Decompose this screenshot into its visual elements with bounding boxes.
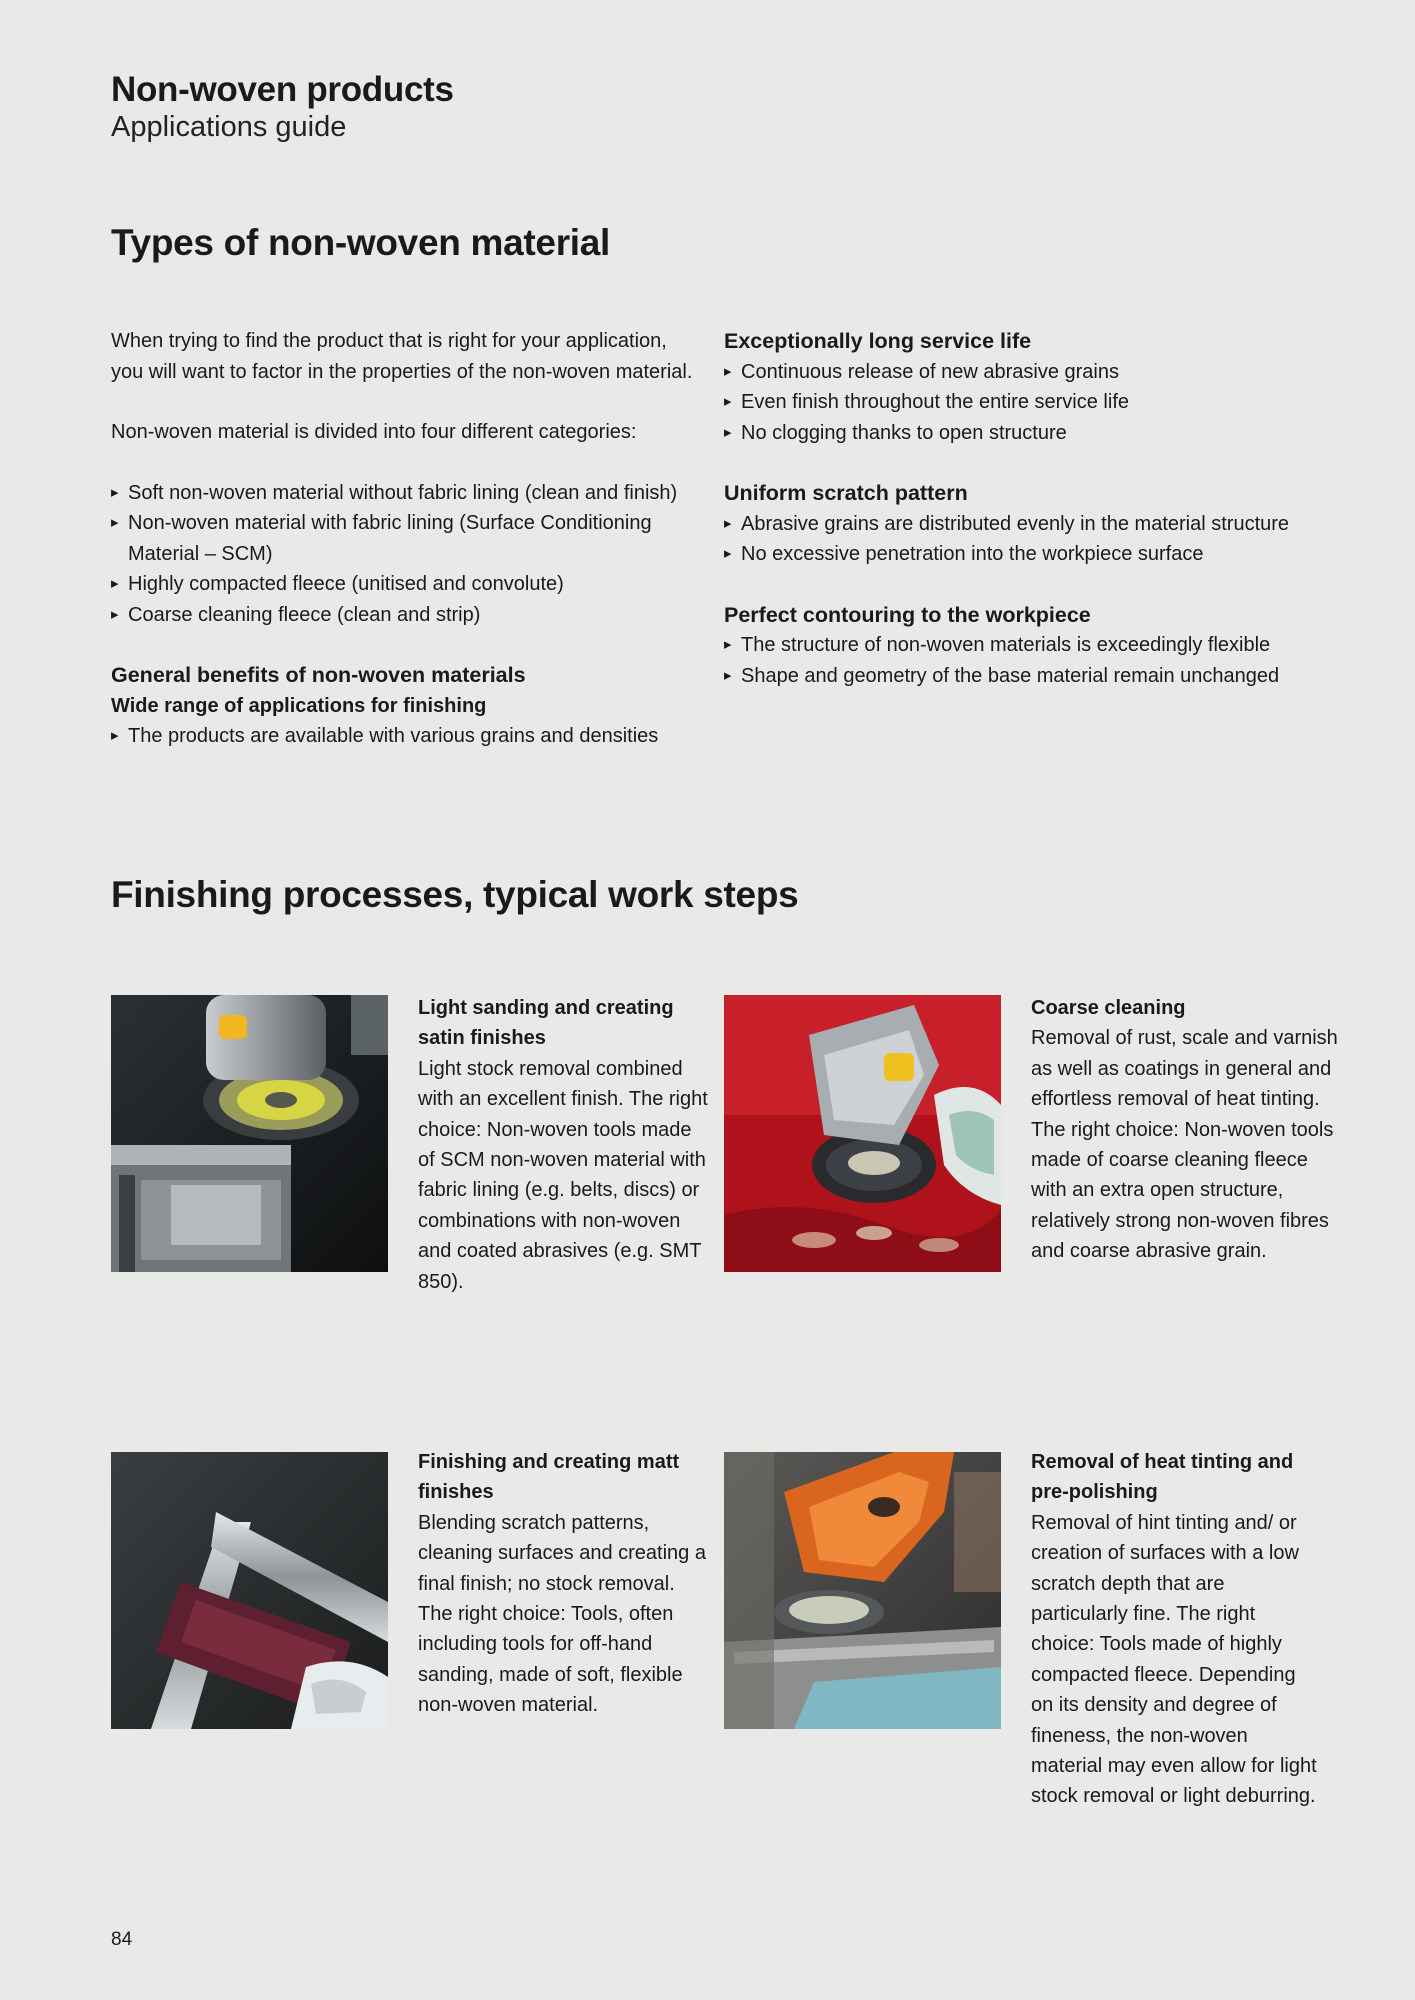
list-item: ▸ No clogging thanks to open structure (724, 418, 1344, 449)
categories-list (111, 478, 701, 631)
list-item: ▸ Continuous release of new abrasive grains (724, 357, 1344, 388)
list-item: ▸ Abrasive grains are distributed evenly in the material structure (724, 509, 1344, 540)
step-heat-tinting (1031, 1447, 1321, 1812)
scratch-pattern-list (724, 509, 1344, 570)
list-item: ▸ The products are available with various grains and densities (111, 721, 701, 752)
photo-light-sanding (111, 995, 388, 1272)
list-item: ▸ The structure of non-woven materials is exceedingly flexible (724, 630, 1344, 661)
step-body: Removal of rust, scale and varnish as well as coatings in general and effortless removal of heat tinting. The right choice: Non-woven tools made of coarse cleaning fleece with an extra open structure, relatively strong non-woven fibres and coarse abrasive grain. (1031, 1027, 1338, 1263)
contouring-heading: Perfect contouring to the workpiece (724, 602, 1091, 627)
step-title: Removal of heat tinting and pre-polishing (1031, 1451, 1294, 1504)
photo-coarse-cleaning (724, 995, 1001, 1272)
step-title: Light sanding and creating satin finishes (418, 997, 674, 1050)
photo-heat-tinting (724, 1452, 1001, 1729)
scratch-pattern-heading: Uniform scratch pattern (724, 481, 968, 505)
wide-range-heading: Wide range of applications for finishing (111, 694, 487, 717)
list-item: ▸ No excessive penetration into the workpiece surface (724, 539, 1344, 570)
service-life-heading: Exceptionally long service life (724, 329, 1032, 353)
finishing-heading: Finishing processes, typical work steps (111, 874, 799, 915)
list-item: ▸ Coarse cleaning fleece (clean and strip) (111, 600, 701, 631)
categories-intro: Non-woven material is divided into four different categories: (111, 421, 637, 443)
page-title: Non-woven products (111, 70, 454, 109)
list-item: ▸ Shape and geometry of the base material remain unchanged (724, 661, 1344, 692)
list-item: ▸ Soft non-woven material without fabric lining (clean and finish) (111, 478, 701, 509)
step-body: Blending scratch patterns, cleaning surfaces and creating a final finish; no stock removal. The right choice: Tools, often including tools for off-hand sanding, made of soft, flexible non-woven material. (418, 1511, 706, 1717)
list-item: ▸ Highly compacted fleece (unitised and convolute) (111, 569, 701, 600)
step-body: Light stock removal combined with an excellent finish. The right choice: Non-woven tools made of SCM non-woven material with fabric lining (e.g. belts, discs) or combinations with non-woven and coated abrasives (e.g. SMT 850). (418, 1057, 708, 1293)
list-item: ▸ Non-woven material with fabric lining (Surface Conditioning Material – SCM) (111, 508, 701, 569)
step-coarse-cleaning (1031, 993, 1341, 1267)
general-benefits-heading: General benefits of non-woven materials (111, 663, 526, 687)
step-title: Coarse cleaning (1031, 997, 1186, 1019)
types-right-column (724, 326, 1344, 691)
step-title: Finishing and creating matt finishes (418, 1451, 680, 1504)
types-heading: Types of non-woven material (111, 222, 611, 263)
wide-range-list (111, 721, 701, 752)
page-subtitle: Applications guide (111, 111, 347, 143)
step-light-sanding (418, 993, 708, 1297)
step-body: Removal of hint tinting and/ or creation of surfaces with a low scratch depth that are particularly fine. The right choice: Tools made of highly compacted fleece. Depending on its density and degree of fineness, the non-woven material may even allow for light stock removal or light deburring. (1031, 1511, 1317, 1808)
types-left-column (111, 326, 701, 752)
list-item: ▸ Even finish throughout the entire service life (724, 387, 1344, 418)
types-intro: When trying to find the product that is right for your application, you will want to factor in the properties of the non-woven material. (111, 330, 693, 383)
step-matt-finishing (418, 1447, 708, 1721)
page-number: 84 (111, 1929, 133, 1950)
service-life-list (724, 357, 1344, 449)
photo-matt-finishing (111, 1452, 388, 1729)
contouring-list (724, 630, 1344, 691)
